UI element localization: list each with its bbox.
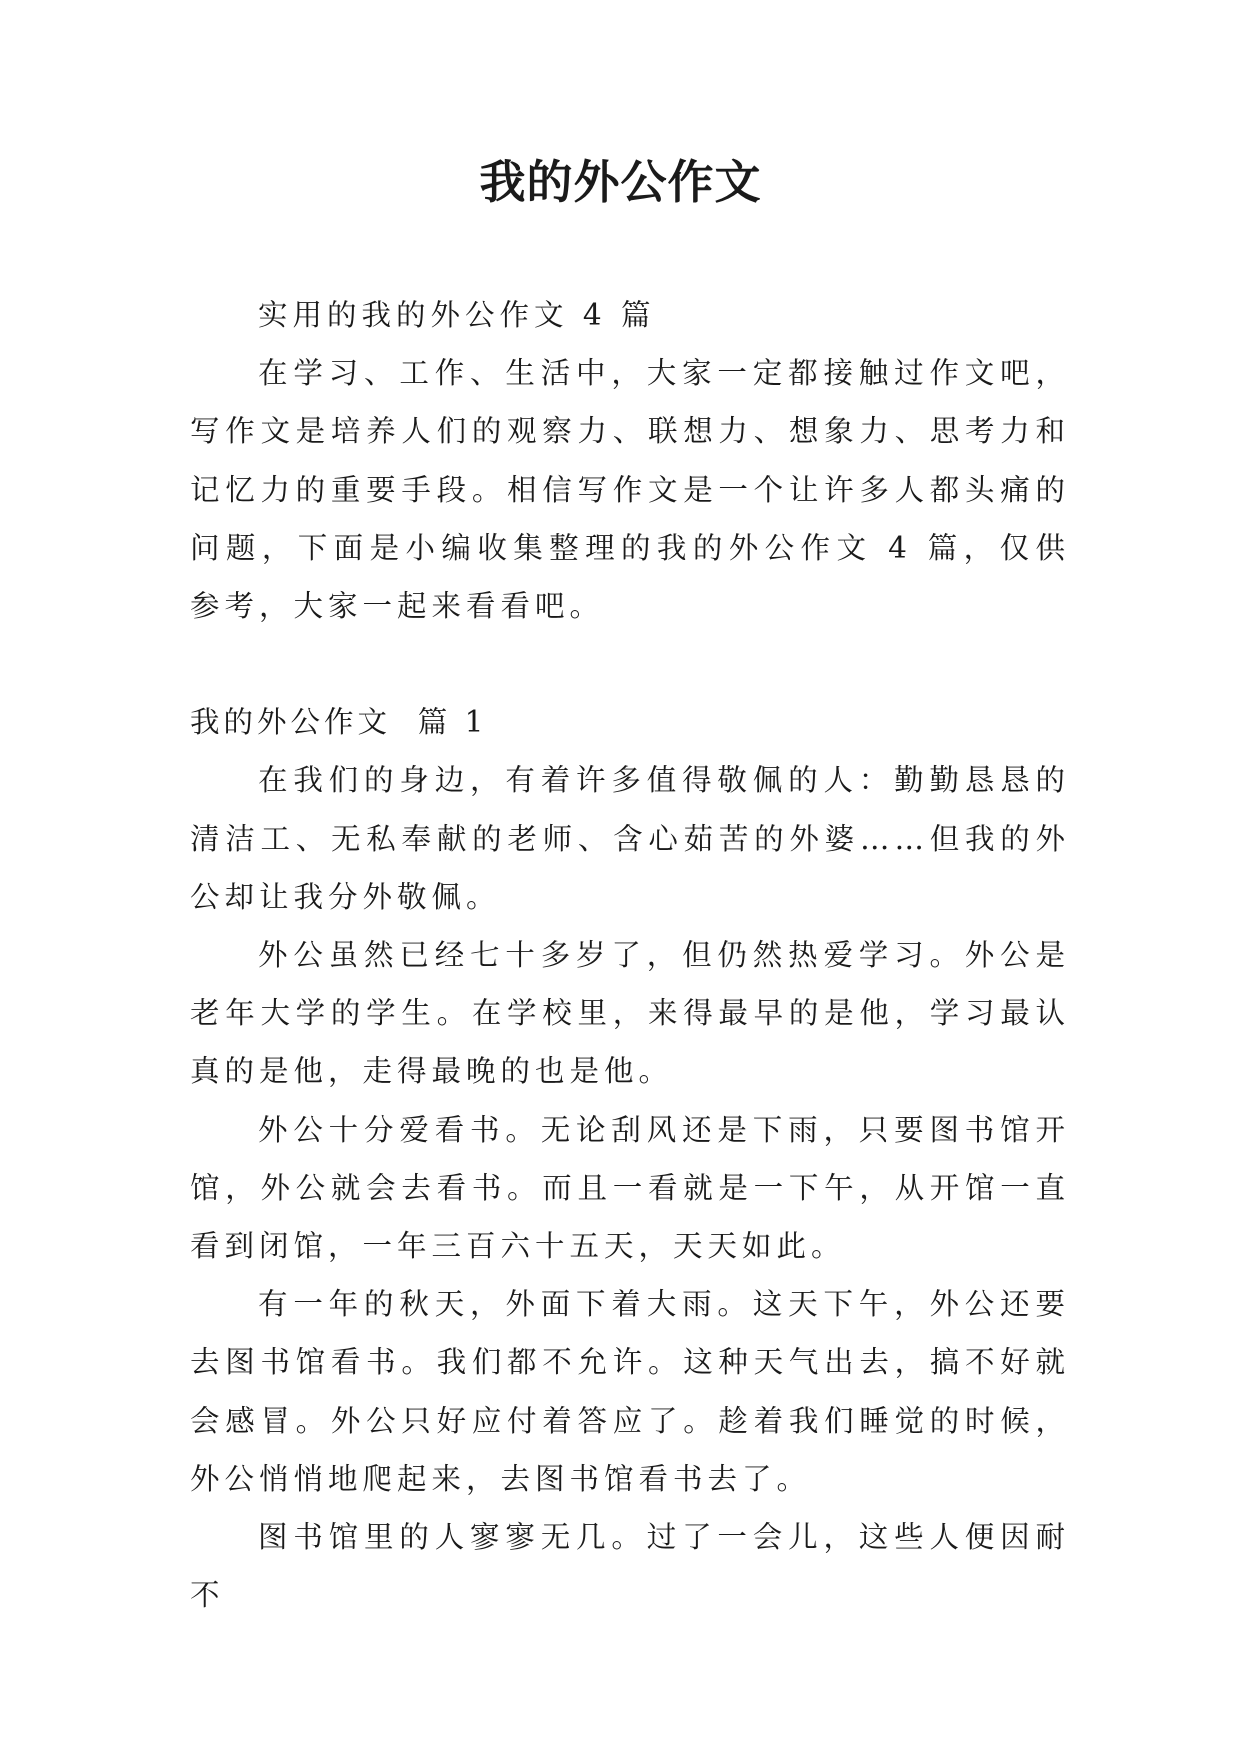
section-heading: 我的外公作文 篇 1 <box>190 705 488 740</box>
body-paragraph-1: 在我们的身边，有着许多值得敬佩的人：勤勤恳恳的清洁工、无私奉献的老师、含心茹苦的外婆……但我的外公却让我分外敬佩。 <box>190 763 1070 914</box>
body-paragraph-2: 外公虽然已经七十多岁了，但仍然热爱学习。外公是老年大学的学生。在学校里，来得最早的是他，学习最认真的是他，走得最晚的也是他。 <box>190 938 1070 1089</box>
body-paragraph-4: 有一年的秋天，外面下着大雨。这天下午，外公还要去图书馆看书。我们都不允许。这种天气出去，搞不好就会感冒。外公只好应付着答应了。趁着我们睡觉的时候，外公悄悄地爬起来，去图书馆看书去了。 <box>190 1287 1070 1496</box>
section-spacer <box>190 635 1070 693</box>
intro-paragraph: 在学习、工作、生活中，大家一定都接触过作文吧，写作文是培养人们的观察力、联想力、想象力、思考力和记忆力的重要手段。相信写作文是一个让许多人都头痛的问题，下面是小编收集整理的我的外公作文 4 篇，仅供参考，大家一起来看看吧。 <box>190 356 1070 624</box>
document-body <box>190 286 1070 1624</box>
document-title: 我的外公作文 <box>479 155 762 209</box>
body-paragraph-3: 外公十分爱看书。无论刮风还是下雨，只要图书馆开馆，外公就会去看书。而且一看就是一下午，从开馆一直看到闭馆，一年三百六十五天，天天如此。 <box>190 1112 1070 1264</box>
body-paragraph-5: 图书馆里的人寥寥无几。过了一会儿，这些人便因耐不 <box>190 1520 1070 1613</box>
document-subtitle: 实用的我的外公作文 4 篇 <box>258 298 656 332</box>
